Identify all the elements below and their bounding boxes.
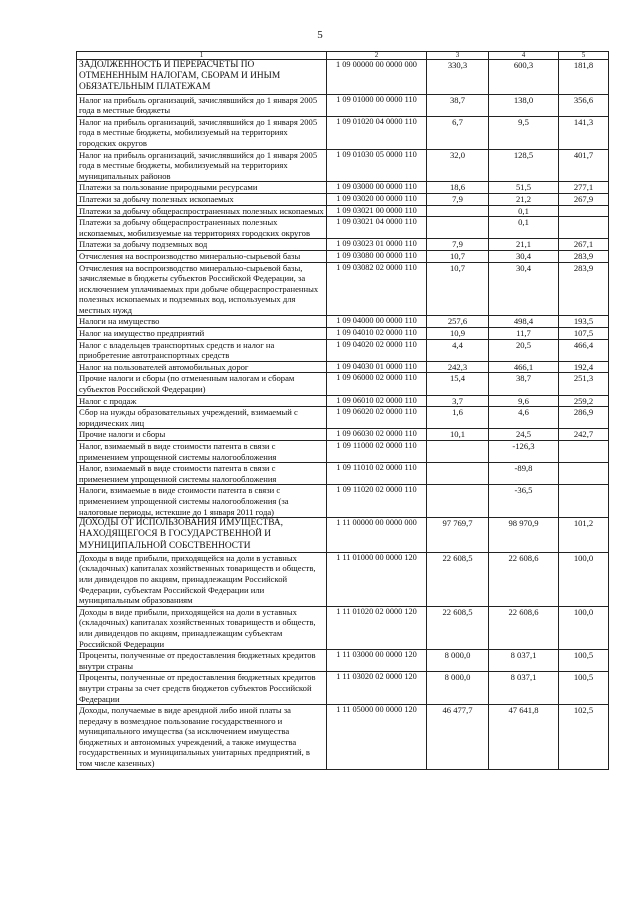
budget-code: 1 11 00000 00 0000 000 xyxy=(327,518,427,553)
row-name: Налог на прибыль организаций, зачислявшийся до 1 января 2005 года в местные бюджеты xyxy=(77,94,327,116)
percent-value: 101,2 xyxy=(559,518,609,553)
planned-value: 242,3 xyxy=(427,361,489,373)
actual-value: 8 037,1 xyxy=(489,650,559,672)
budget-code: 1 09 00000 00 0000 000 xyxy=(327,60,427,95)
planned-value: 330,3 xyxy=(427,60,489,95)
percent-value: 277,1 xyxy=(559,182,609,194)
percent-value: 251,3 xyxy=(559,373,609,395)
actual-value: 22 608,6 xyxy=(489,552,559,606)
percent-value: 102,5 xyxy=(559,705,609,770)
percent-value: 283,9 xyxy=(559,250,609,262)
row-name: Прочие налоги и сборы (по отмененным налогам и сборам субъектов Российской Федерации) xyxy=(77,373,327,395)
actual-value: 128,5 xyxy=(489,149,559,182)
table-row xyxy=(77,705,609,770)
budget-code: 1 09 01000 00 0000 110 xyxy=(327,94,427,116)
table-row xyxy=(77,552,609,606)
budget-code: 1 09 11010 02 0000 110 xyxy=(327,463,427,485)
percent-value: 356,6 xyxy=(559,94,609,116)
percent-value: 242,7 xyxy=(559,429,609,441)
row-name: Платежи за добычу подземных вод xyxy=(77,239,327,251)
budget-code: 1 09 04000 00 0000 110 xyxy=(327,316,427,328)
column-number-row xyxy=(77,52,609,60)
percent-value xyxy=(559,485,609,518)
planned-value: 18,6 xyxy=(427,182,489,194)
table-row xyxy=(77,60,609,95)
planned-value: 10,7 xyxy=(427,262,489,316)
table-row xyxy=(77,361,609,373)
actual-value: 98 970,9 xyxy=(489,518,559,553)
row-name: Отчисления на воспроизводство минерально-сырьевой базы xyxy=(77,250,327,262)
table-row xyxy=(77,239,609,251)
actual-value: 21,2 xyxy=(489,193,559,205)
actual-value: 20,5 xyxy=(489,339,559,361)
planned-value: 46 477,7 xyxy=(427,705,489,770)
planned-value: 4,4 xyxy=(427,339,489,361)
actual-value: 51,5 xyxy=(489,182,559,194)
row-name: Платежи за добычу общераспространенных полезных ископаемых xyxy=(77,205,327,217)
table-row xyxy=(77,650,609,672)
table-row xyxy=(77,672,609,705)
actual-value: 11,7 xyxy=(489,328,559,340)
percent-value: 192,4 xyxy=(559,361,609,373)
budget-code: 1 09 11020 02 0000 110 xyxy=(327,485,427,518)
column-number-2: 2 xyxy=(327,52,427,60)
percent-value: 401,7 xyxy=(559,149,609,182)
table-row xyxy=(77,395,609,407)
budget-table xyxy=(76,51,609,770)
planned-value: 8 000,0 xyxy=(427,672,489,705)
row-name: Налог на прибыль организаций, зачислявшийся до 1 января 2005 года в местные бюджеты, мобилизуемый на территориях городских округов xyxy=(77,116,327,149)
column-number-5: 5 xyxy=(559,52,609,60)
actual-value: -36,5 xyxy=(489,485,559,518)
row-name: ЗАДОЛЖЕННОСТЬ И ПЕРЕРАСЧЕТЫ ПО ОТМЕНЕННЫМ НАЛОГАМ, СБОРАМ И ИНЫМ ОБЯЗАТЕЛЬНЫМ ПЛАТЕЖАМ xyxy=(77,60,327,95)
table-row xyxy=(77,407,609,429)
table-row xyxy=(77,262,609,316)
budget-code: 1 11 05000 00 0000 120 xyxy=(327,705,427,770)
budget-code: 1 09 03080 00 0000 110 xyxy=(327,250,427,262)
table-row xyxy=(77,518,609,553)
table-row xyxy=(77,429,609,441)
percent-value: 267,1 xyxy=(559,239,609,251)
actual-value: 9,6 xyxy=(489,395,559,407)
actual-value: 24,5 xyxy=(489,429,559,441)
table-row xyxy=(77,373,609,395)
row-name: Налоги на имущество xyxy=(77,316,327,328)
percent-value: 141,3 xyxy=(559,116,609,149)
row-name: Доходы в виде прибыли, приходящейся на доли в уставных (складочных) капиталах хозяйственных товариществ и обществ, или дивидендов по акциям, принадлежащим Российской Федерации, субъектам Российской Федерации или муниципальным образованиям xyxy=(77,552,327,606)
planned-value xyxy=(427,205,489,217)
percent-value: 466,4 xyxy=(559,339,609,361)
planned-value: 3,7 xyxy=(427,395,489,407)
row-name: Платежи за добычу полезных ископаемых xyxy=(77,193,327,205)
table-row xyxy=(77,339,609,361)
table-row xyxy=(77,149,609,182)
row-name: Платежи за пользование природными ресурсами xyxy=(77,182,327,194)
column-number-1: 1 xyxy=(77,52,327,60)
planned-value: 7,9 xyxy=(427,193,489,205)
column-number-4: 4 xyxy=(489,52,559,60)
budget-code: 1 09 03023 01 0000 110 xyxy=(327,239,427,251)
percent-value: 100,0 xyxy=(559,606,609,649)
planned-value xyxy=(427,441,489,463)
percent-value xyxy=(559,463,609,485)
percent-value: 107,5 xyxy=(559,328,609,340)
planned-value: 8 000,0 xyxy=(427,650,489,672)
budget-code: 1 09 01020 04 0000 110 xyxy=(327,116,427,149)
percent-value xyxy=(559,441,609,463)
row-name: Налог на имущество предприятий xyxy=(77,328,327,340)
budget-code: 1 09 06030 02 0000 110 xyxy=(327,429,427,441)
planned-value xyxy=(427,463,489,485)
row-name: Проценты, полученные от предоставления бюджетных кредитов внутри страны xyxy=(77,650,327,672)
planned-value: 22 608,5 xyxy=(427,606,489,649)
budget-code: 1 09 06010 02 0000 110 xyxy=(327,395,427,407)
budget-code: 1 09 03021 04 0000 110 xyxy=(327,217,427,239)
row-name: ДОХОДЫ ОТ ИСПОЛЬЗОВАНИЯ ИМУЩЕСТВА, НАХОДЯЩЕГОСЯ В ГОСУДАРСТВЕННОЙ И МУНИЦИПАЛЬНОЙ СОБСТВЕННОСТИ xyxy=(77,518,327,553)
actual-value: -126,3 xyxy=(489,441,559,463)
actual-value: -89,8 xyxy=(489,463,559,485)
budget-code: 1 09 06000 02 0000 110 xyxy=(327,373,427,395)
row-name: Прочие налоги и сборы xyxy=(77,429,327,441)
budget-code: 1 09 04010 02 0000 110 xyxy=(327,328,427,340)
planned-value: 22 608,5 xyxy=(427,552,489,606)
row-name: Сбор на нужды образовательных учреждений, взимаемый с юридических лиц xyxy=(77,407,327,429)
table-row xyxy=(77,606,609,649)
actual-value: 4,6 xyxy=(489,407,559,429)
table-row xyxy=(77,94,609,116)
percent-value xyxy=(559,217,609,239)
actual-value: 38,7 xyxy=(489,373,559,395)
budget-code: 1 09 03021 00 0000 110 xyxy=(327,205,427,217)
actual-value: 466,1 xyxy=(489,361,559,373)
actual-value: 600,3 xyxy=(489,60,559,95)
table-row xyxy=(77,485,609,518)
table-row xyxy=(77,205,609,217)
table-row xyxy=(77,316,609,328)
percent-value: 181,8 xyxy=(559,60,609,95)
budget-code: 1 09 01030 05 0000 110 xyxy=(327,149,427,182)
actual-value: 498,4 xyxy=(489,316,559,328)
actual-value: 0,1 xyxy=(489,205,559,217)
planned-value: 97 769,7 xyxy=(427,518,489,553)
planned-value xyxy=(427,485,489,518)
row-name: Налог на пользователей автомобильных дорог xyxy=(77,361,327,373)
planned-value: 10,9 xyxy=(427,328,489,340)
budget-code: 1 09 04020 02 0000 110 xyxy=(327,339,427,361)
planned-value: 257,6 xyxy=(427,316,489,328)
planned-value: 10,7 xyxy=(427,250,489,262)
row-name: Налоги, взимаемые в виде стоимости патента в связи с применением упрощенной системы налогообложения (за налоговые периоды, истекшие до 1 января 2011 года) xyxy=(77,485,327,518)
budget-code: 1 11 03020 02 0000 120 xyxy=(327,672,427,705)
row-name: Доходы в виде прибыли, приходящейся на доли в уставных (складочных) капиталах хозяйственных товариществ и обществ, или дивидендов по акциям, принадлежащим субъектам Российской Федерации xyxy=(77,606,327,649)
page-number: 5 xyxy=(317,29,323,41)
row-name: Проценты, полученные от предоставления бюджетных кредитов внутри страны за счет средств бюджетов субъектов Российской Федерации xyxy=(77,672,327,705)
percent-value: 193,5 xyxy=(559,316,609,328)
actual-value: 22 608,6 xyxy=(489,606,559,649)
actual-value: 30,4 xyxy=(489,262,559,316)
percent-value: 283,9 xyxy=(559,262,609,316)
budget-code: 1 09 03082 02 0000 110 xyxy=(327,262,427,316)
table-row xyxy=(77,250,609,262)
percent-value: 100,0 xyxy=(559,552,609,606)
planned-value: 7,9 xyxy=(427,239,489,251)
actual-value: 30,4 xyxy=(489,250,559,262)
row-name: Налог с продаж xyxy=(77,395,327,407)
percent-value: 100,5 xyxy=(559,650,609,672)
planned-value: 32,0 xyxy=(427,149,489,182)
budget-code: 1 11 01000 00 0000 120 xyxy=(327,552,427,606)
percent-value: 100,5 xyxy=(559,672,609,705)
table-row xyxy=(77,217,609,239)
row-name: Налог на прибыль организаций, зачислявшийся до 1 января 2005 года в местные бюджеты, мобилизуемый на территориях муниципальных районов xyxy=(77,149,327,182)
actual-value: 21,1 xyxy=(489,239,559,251)
planned-value: 15,4 xyxy=(427,373,489,395)
budget-code: 1 09 04030 01 0000 110 xyxy=(327,361,427,373)
budget-code: 1 09 03020 00 0000 110 xyxy=(327,193,427,205)
table-row xyxy=(77,182,609,194)
table-row xyxy=(77,463,609,485)
percent-value: 267,9 xyxy=(559,193,609,205)
percent-value: 259,2 xyxy=(559,395,609,407)
planned-value: 1,6 xyxy=(427,407,489,429)
actual-value: 138,0 xyxy=(489,94,559,116)
planned-value: 10,1 xyxy=(427,429,489,441)
table-row xyxy=(77,116,609,149)
row-name: Налог, взимаемый в виде стоимости патента в связи с применением упрощенной системы налогообложения xyxy=(77,463,327,485)
percent-value: 286,9 xyxy=(559,407,609,429)
budget-code: 1 11 01020 02 0000 120 xyxy=(327,606,427,649)
percent-value xyxy=(559,205,609,217)
row-name: Отчисления на воспроизводство минерально-сырьевой базы, зачисляемые в бюджеты субъектов Российской Федерации, за исключением уплачиваемых при добыче общераспространенных полезных ископаемых и подземных вод, используемых для местных нужд xyxy=(77,262,327,316)
budget-code: 1 11 03000 00 0000 120 xyxy=(327,650,427,672)
budget-code: 1 09 11000 02 0000 110 xyxy=(327,441,427,463)
row-name: Налог, взимаемый в виде стоимости патента в связи с применением упрощенной системы налогообложения xyxy=(77,441,327,463)
budget-code: 1 09 03000 00 0000 110 xyxy=(327,182,427,194)
budget-code: 1 09 06020 02 0000 110 xyxy=(327,407,427,429)
planned-value xyxy=(427,217,489,239)
row-name: Доходы, получаемые в виде арендной либо иной платы за передачу в возмездное пользование государственного и муниципального имущества (за исключением имущества бюджетных и автономных учреждений, а также имущества государственных и муниципальных унитарных предприятий, в том числе казенных) xyxy=(77,705,327,770)
column-number-3: 3 xyxy=(427,52,489,60)
actual-value: 8 037,1 xyxy=(489,672,559,705)
actual-value: 47 641,8 xyxy=(489,705,559,770)
table-row xyxy=(77,328,609,340)
actual-value: 0,1 xyxy=(489,217,559,239)
row-name: Платежи за добычу общераспространенных полезных ископаемых, мобилизуемые на территориях городских округов xyxy=(77,217,327,239)
row-name: Налог с владельцев транспортных средств и налог на приобретение автотранспортных средств xyxy=(77,339,327,361)
table-row xyxy=(77,441,609,463)
planned-value: 38,7 xyxy=(427,94,489,116)
table-row xyxy=(77,193,609,205)
planned-value: 6,7 xyxy=(427,116,489,149)
actual-value: 9,5 xyxy=(489,116,559,149)
